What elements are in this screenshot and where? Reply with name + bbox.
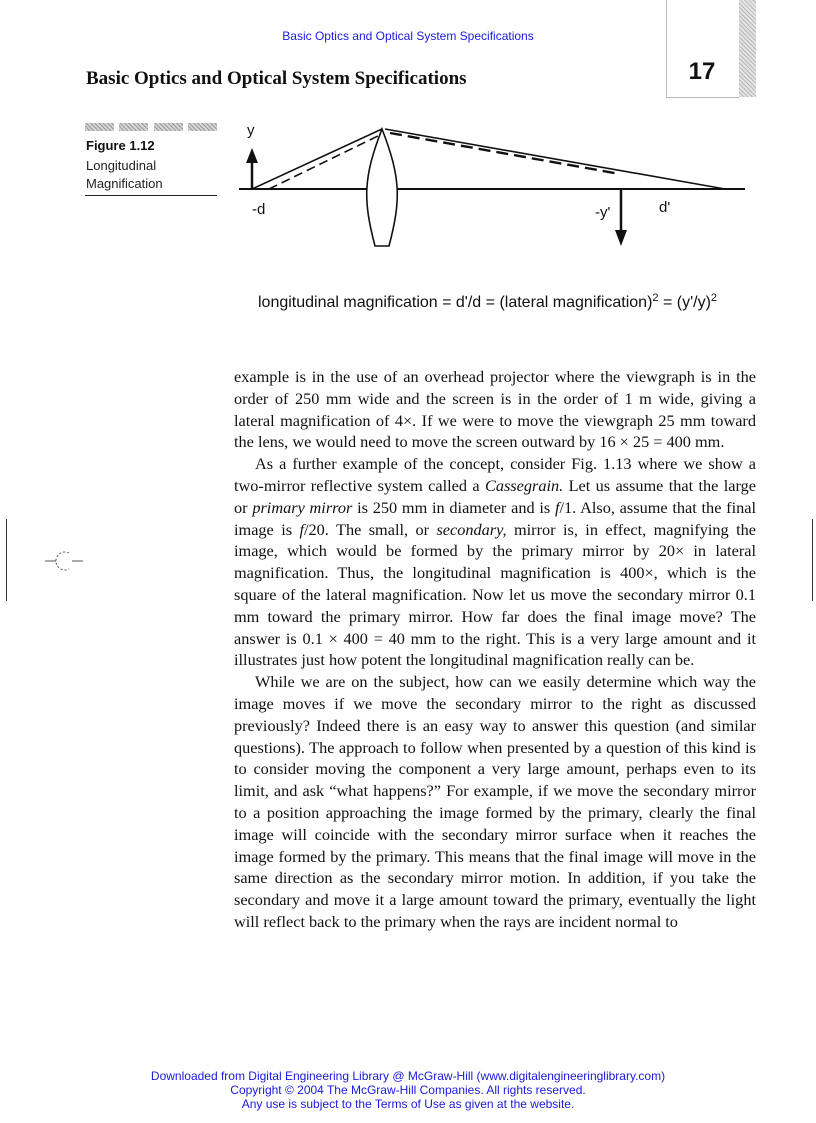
ray-solid-upper bbox=[252, 129, 382, 189]
label-minus-y-prime: -y' bbox=[595, 204, 611, 221]
figure-caption-line: Longitudinal bbox=[86, 158, 157, 173]
equation-exponent: 2 bbox=[652, 292, 659, 304]
label-y: y bbox=[247, 122, 255, 139]
page-number: 17 bbox=[688, 58, 716, 85]
figure-label: Figure 1.12 bbox=[86, 138, 155, 153]
equation-exponent: 2 bbox=[710, 292, 718, 304]
footer-notice[interactable] bbox=[0, 1069, 816, 1111]
ray-dashed-refracted bbox=[390, 133, 620, 174]
figure-marker-bar bbox=[85, 123, 114, 131]
figure-marker-bar bbox=[188, 123, 217, 131]
body-text bbox=[234, 366, 756, 933]
ray-dashed-lower bbox=[269, 134, 382, 189]
magnification-equation bbox=[258, 292, 717, 311]
paragraph: As a further example of the concept, consider Fig. 1.13 where we show a two-mirror reflective system called a Cassegrain. Let us assume that the large or primary mirror is 250 mm in diameter and is f/1. Also, assume that the final image is f/20. The small, or secondary, mirror is, in effect, magnifying the image, which would be formed by the primary mirror by 20× in lateral magnification. Thus, the longitudinal magnification is 400×, which is the square of the lateral magnification. Now let us move the secondary mirror 0.1 mm toward the primary mirror. How far does the final image move? The answer is 0.1 × 400 = 40 mm to the right. This is a very large amount and it illustrates just how potent the longitudinal magnification really can be. bbox=[234, 454, 757, 670]
emphasis: secondary, bbox=[436, 519, 507, 539]
figure-caption bbox=[86, 157, 216, 193]
object-arrow-head bbox=[246, 148, 258, 163]
emphasis: f bbox=[299, 519, 304, 539]
ray-solid-refracted bbox=[385, 129, 725, 189]
margin-rule-left bbox=[6, 519, 7, 601]
footer-line[interactable]: Downloaded from Digital Engineering Library @ McGraw-Hill (www.digitalengineeringlibrary.com) bbox=[150, 1069, 666, 1083]
longitudinal-magnification-diagram bbox=[225, 118, 765, 318]
equation-part: longitudinal magnification = d'/d = (lateral magnification) bbox=[258, 294, 653, 311]
figure-marker-bar bbox=[119, 123, 148, 131]
label-d-prime: d' bbox=[659, 199, 671, 216]
emphasis: Cassegrain. bbox=[484, 475, 564, 495]
equation-part: = (y'/y) bbox=[658, 294, 711, 311]
image-arrow-head bbox=[615, 230, 627, 246]
margin-rule-right bbox=[812, 519, 813, 601]
paragraph: While we are on the subject, how can we easily determine which way the image moves if we move the secondary mirror to the right as discussed previously? Indeed there is an easy way to answer this question (and similar questions). The approach to follow when presented by a question of this kind is to consider moving the component a very large amount, perhaps even to its limit, and ask “what happens?” For example, if we move the secondary mirror to a position approaching the image formed by the primary, clearly the final image will coincide with the secondary mirror surface when it reaches the image formed by the primary. This means that the final image will move in the same direction as the secondary mirror motion. In addition, if you take the secondary and move it a large amount toward the primary, eventually the light will reflect back to the primary when the rays are incident normal to bbox=[234, 672, 756, 931]
emphasis: f bbox=[554, 497, 560, 517]
paragraph: example is in the use of an overhead projector where the viewgraph is in the order of 250 mm wide and the screen is in the order of 1 m wide, giving a lateral magnification of 4×. If we were to move the viewgraph 25 mm toward the lens, we would need to move the screen outward by 16 × 25 = 400 mm. bbox=[234, 367, 756, 452]
thumb-index-strip bbox=[739, 0, 756, 97]
emphasis: primary mirror bbox=[252, 497, 353, 517]
figure-marker-bar bbox=[154, 123, 183, 131]
figure-marker-bars bbox=[85, 123, 217, 131]
figure-caption-rule bbox=[85, 195, 217, 196]
lens bbox=[367, 129, 398, 246]
footer-line: Copyright © 2004 The McGraw-Hill Companies. All rights reserved. bbox=[230, 1083, 586, 1097]
footer-line: Any use is subject to the Terms of Use as given at the website. bbox=[241, 1097, 575, 1111]
running-head-title: Basic Optics and Optical System Specifications bbox=[86, 68, 467, 89]
figure-caption-line: Magnification bbox=[86, 176, 163, 191]
label-minus-d: -d bbox=[252, 201, 266, 218]
registration-mark bbox=[45, 548, 85, 574]
running-header-link[interactable]: Basic Optics and Optical System Specifications bbox=[282, 29, 534, 43]
